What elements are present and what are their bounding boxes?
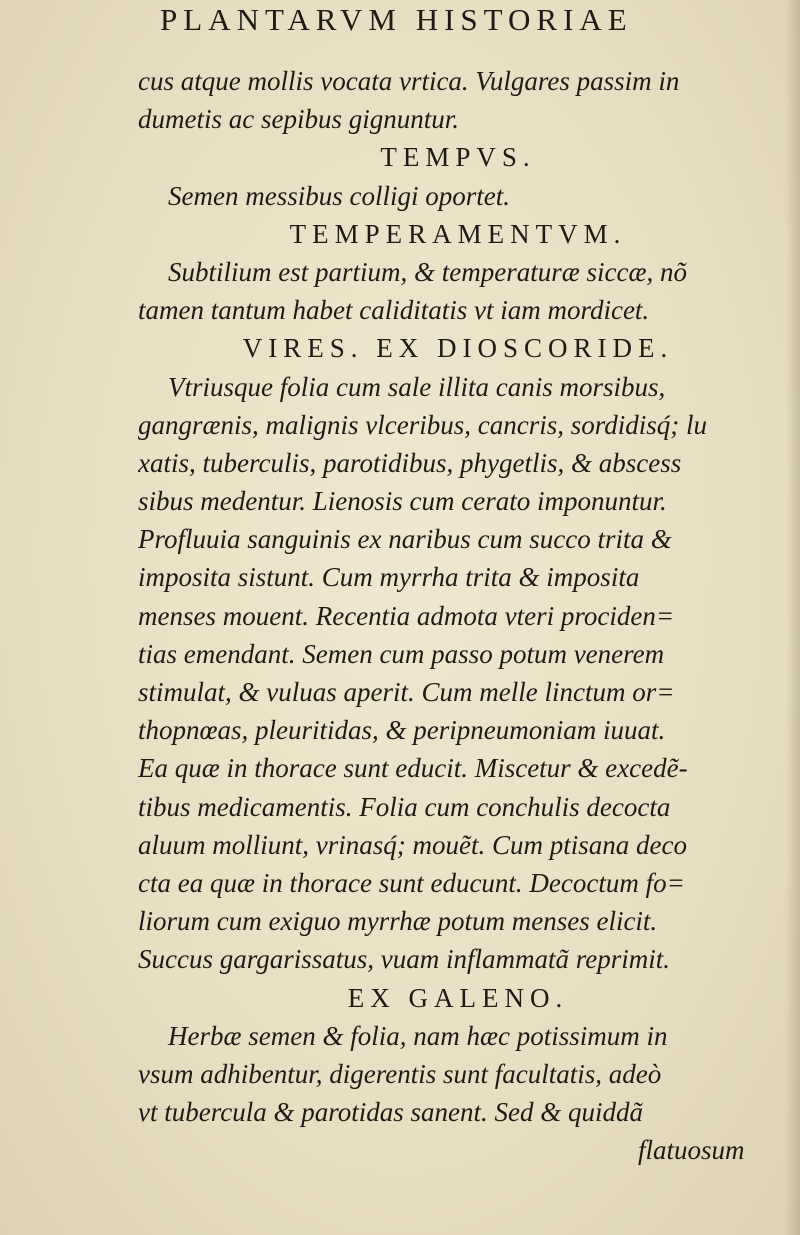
text-line: sibus medentur. Lienosis cum cerato imponuntur.	[138, 486, 667, 517]
text-line: dumetis ac sepibus gignuntur.	[138, 104, 459, 135]
section-heading-temperamentum: TEMPERAMENTVM.	[289, 218, 627, 249]
page-text-block	[138, 62, 778, 1169]
text-line: Profluuia sanguinis ex naribus cum succo trita &	[138, 524, 672, 555]
text-line: menses mouent. Recentia admota vteri prociden=	[138, 600, 675, 631]
text-line: Succus gargarissatus, vuam inflammatã reprimit.	[138, 944, 670, 975]
section-heading-ex-galeno: EX GALENO.	[347, 982, 569, 1013]
text-line: Vtriusque folia cum sale illita canis morsibus,	[168, 371, 666, 402]
page-edge-shadow	[786, 0, 800, 1235]
catchword: flatuosum	[638, 1135, 745, 1166]
text-line: tias emendant. Semen cum passo potum venerem	[138, 638, 665, 669]
text-line: cus atque mollis vocata vrtica. Vulgares passim in	[138, 66, 680, 96]
text-line: thopnœas, pleuritidas, & peripneumoniam iuuat.	[138, 715, 666, 746]
text-line: vt tubercula & parotidas sanent. Sed & quiddã	[138, 1097, 643, 1128]
section-heading-tempus: TEMPVS.	[380, 142, 536, 173]
text-line: gangrænis, malignis vlceribus, cancris, sordidisq́; lu	[138, 409, 708, 440]
text-line: Semen messibus colligi oportet.	[168, 180, 510, 211]
text-line: stimulat, & vuluas aperit. Cum melle linctum or=	[138, 677, 675, 707]
text-line: tamen tantum habet caliditatis vt iam mordicet.	[138, 295, 650, 326]
text-line: cta ea quæ in thorace sunt educunt. Decoctum fo=	[138, 867, 685, 898]
text-line: vsum adhibentur, digerentis sunt facultatis, adeò	[138, 1058, 662, 1089]
text-line: aluum molliunt, vrinasq́; mouẽt. Cum ptisana deco	[138, 829, 687, 860]
text-line: Ea quæ in thorace sunt educit. Miscetur & excedẽ-	[138, 753, 688, 784]
text-line: imposita sistunt. Cum myrrha trita & imposita	[138, 562, 640, 593]
section-heading-vires: VIRES. EX DIOSCORIDE.	[242, 333, 674, 364]
text-line: tibus medicamentis. Folia cum conchulis decocta	[138, 791, 671, 822]
running-title: PLANTARVM HISTORIAE	[160, 2, 633, 37]
text-line: xatis, tuberculis, parotidibus, phygetlis, & abscess	[138, 447, 682, 478]
text-line: Subtilium est partium, & temperaturæ siccæ, nõ	[168, 256, 687, 287]
text-line: Herbæ semen & folia, nam hæc potissimum in	[168, 1020, 668, 1051]
text-line: liorum cum exiguo myrrhæ potum menses elicit.	[138, 906, 658, 937]
